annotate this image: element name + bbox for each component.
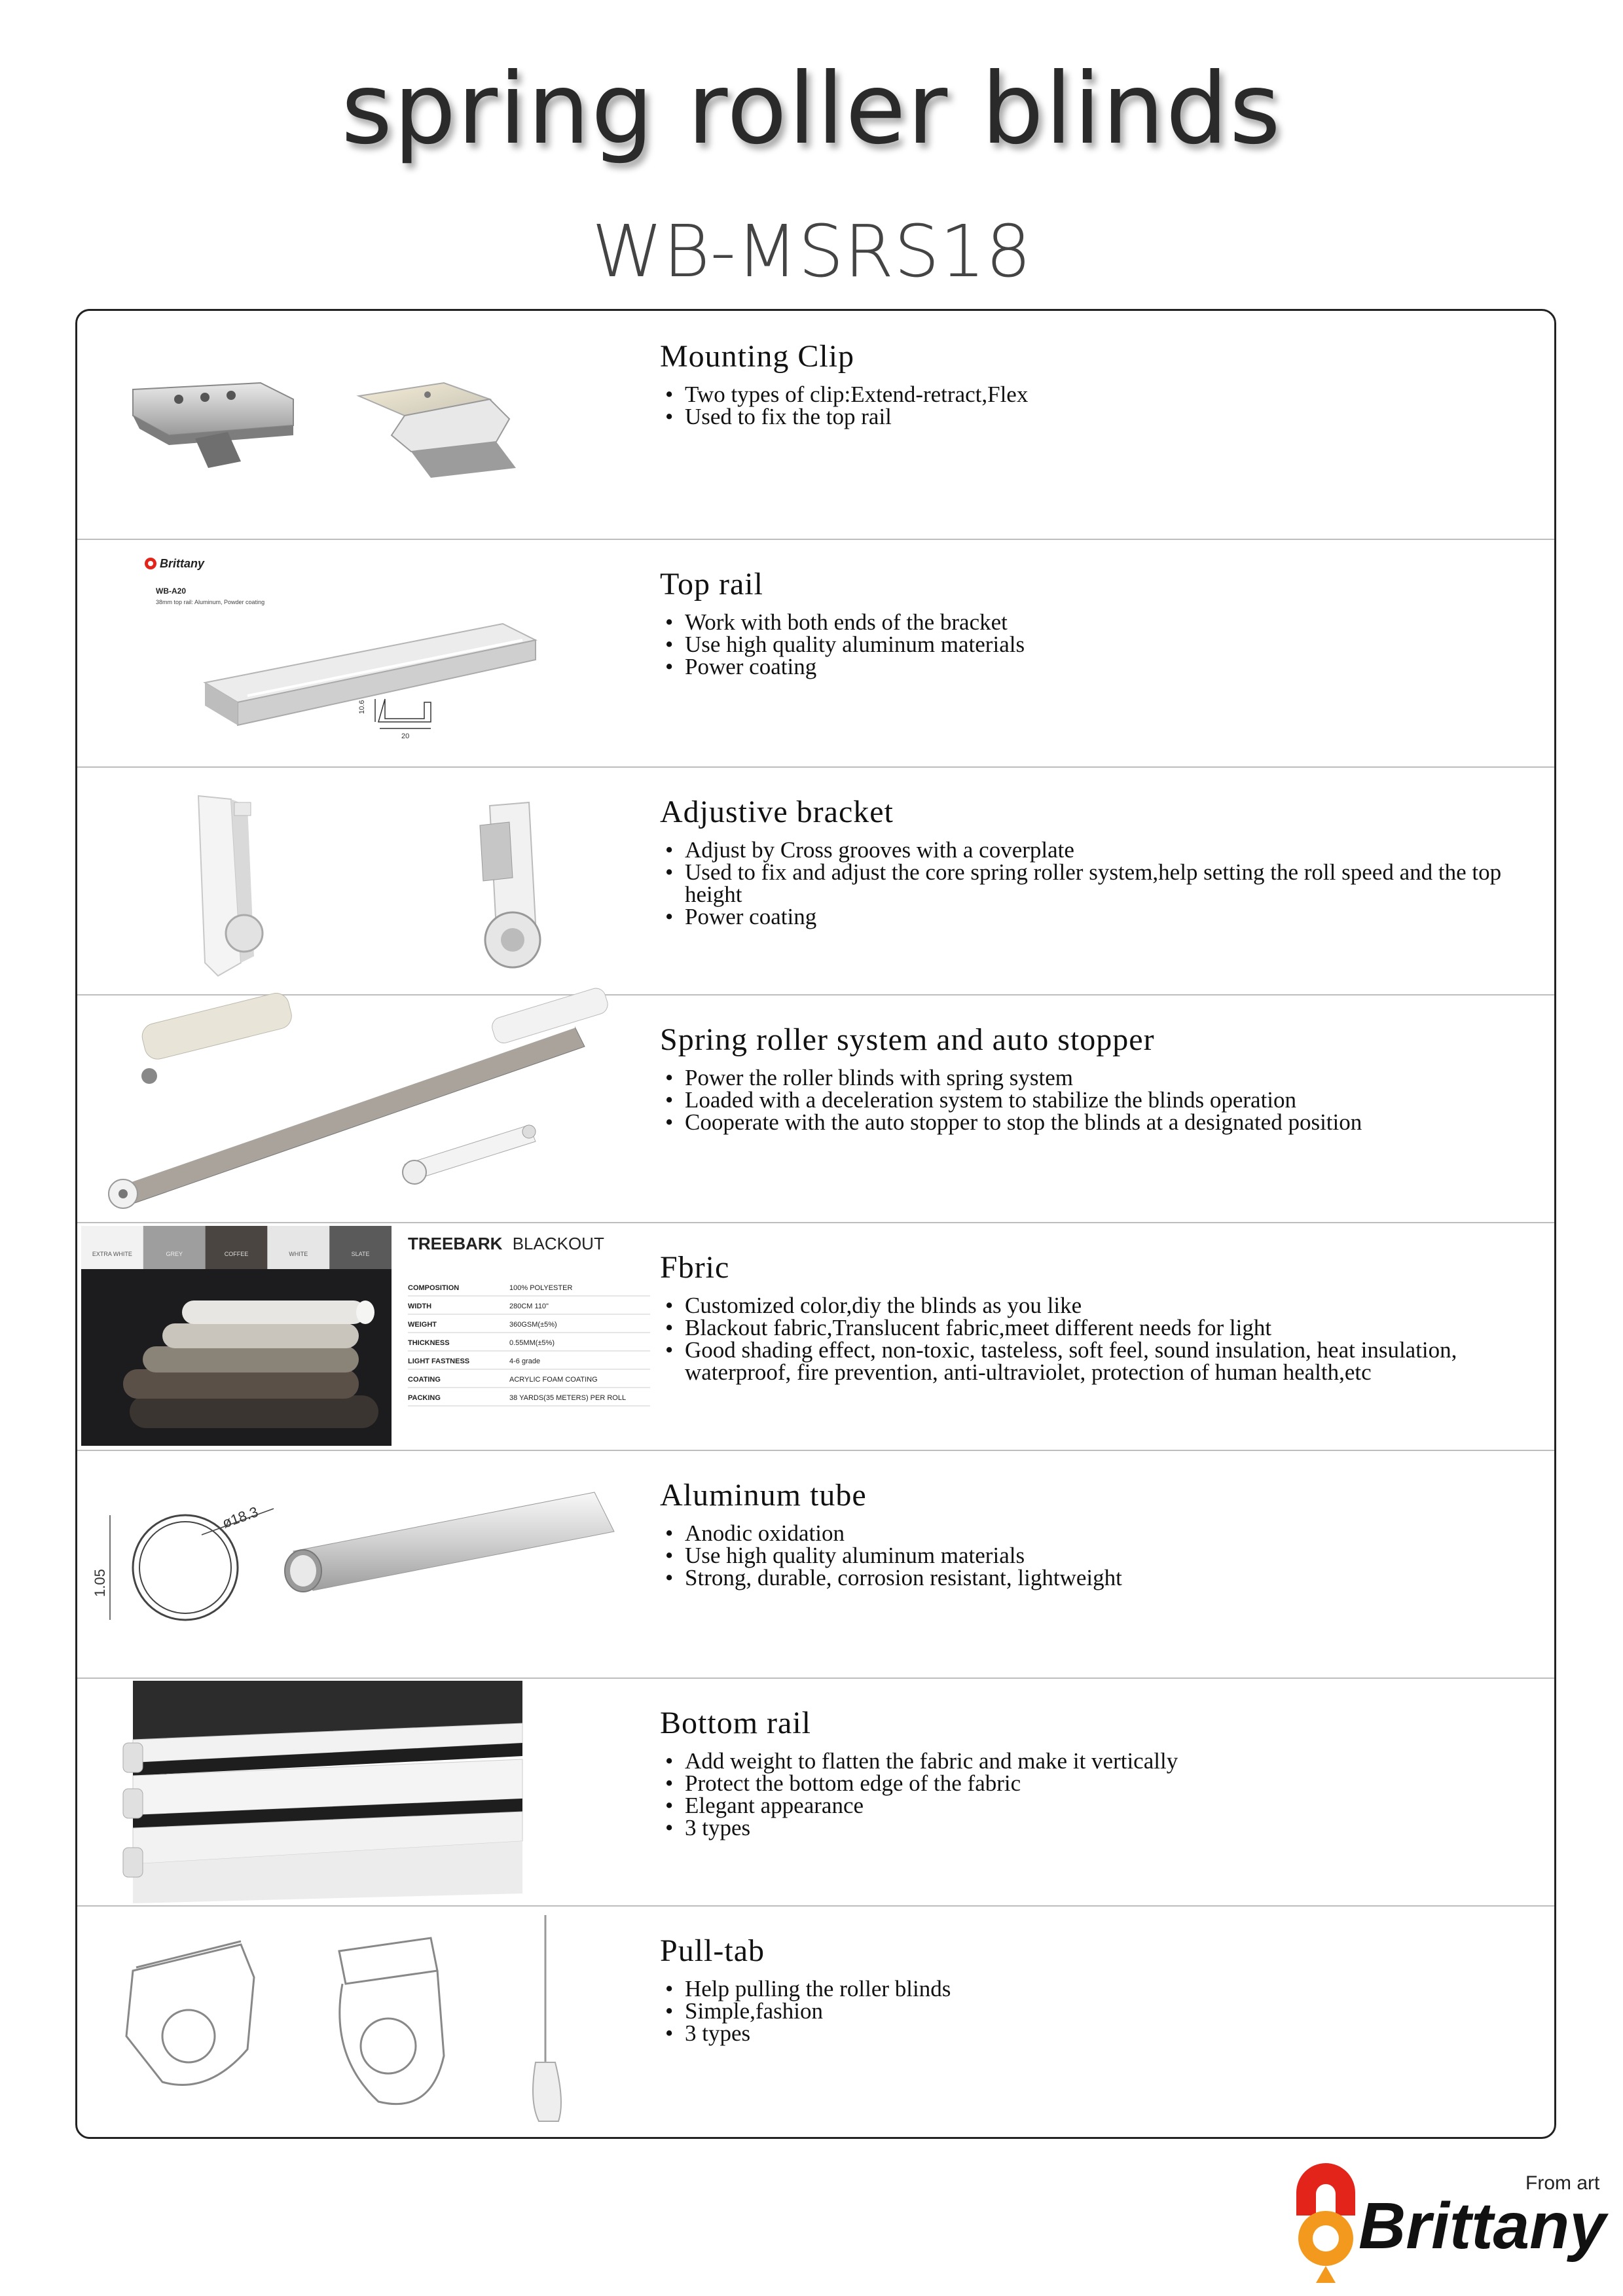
dim-thickness: 1.05 bbox=[92, 1569, 108, 1597]
bullet: • Elegant appearance bbox=[665, 1795, 1548, 1817]
spec-table bbox=[408, 1284, 650, 1406]
auto-stopper-unit-icon bbox=[139, 990, 294, 1084]
swatch-extra-white bbox=[81, 1226, 143, 1269]
spec-value: 100% POLYESTER bbox=[509, 1284, 573, 1292]
spec-value: 280CM 110" bbox=[509, 1302, 549, 1310]
page-title: spring roller blinds bbox=[341, 52, 1282, 166]
bullet-list bbox=[660, 611, 1548, 678]
spec-key: LIGHT FASTNESS bbox=[408, 1357, 470, 1365]
spec-value: 0.55MM(±5%) bbox=[509, 1339, 555, 1347]
bullet: • Anodic oxidation bbox=[665, 1522, 1548, 1545]
bullet: • 3 types bbox=[665, 1817, 1548, 1839]
top-rail-profile-icon bbox=[205, 624, 536, 725]
bullet-list bbox=[660, 1978, 1548, 2045]
bullet: • Strong, durable, corrosion resistant, lightweight bbox=[665, 1567, 1548, 1589]
bullet: • Power coating bbox=[665, 656, 1548, 678]
bullet: • Used to fix the top rail bbox=[665, 406, 1548, 428]
section-title: Adjustive bracket bbox=[660, 795, 894, 829]
mounting-clip-image bbox=[77, 311, 653, 539]
section-spring-roller bbox=[77, 994, 1554, 1223]
extend-retract-clip-icon bbox=[133, 383, 293, 468]
section-top-rail bbox=[77, 539, 1554, 768]
bullet: • Loaded with a deceleration system to stabilize the blinds operation bbox=[665, 1089, 1548, 1111]
flex-clip-icon bbox=[359, 383, 516, 478]
bullet-list bbox=[660, 1067, 1548, 1134]
bullet: • 3 types bbox=[665, 2022, 1548, 2045]
section-title: Fbric bbox=[660, 1250, 730, 1285]
dim-width: 20 bbox=[401, 732, 410, 740]
spec-key: COATING bbox=[408, 1376, 441, 1384]
dim-diameter: ø18.3 bbox=[220, 1503, 261, 1532]
bullet: • Protect the bottom edge of the fabric bbox=[665, 1772, 1548, 1795]
swatch-coffee bbox=[206, 1226, 268, 1269]
swatch-label: SLATE bbox=[351, 1251, 370, 1257]
bullet: • Add weight to flatten the fabric and make it vertically bbox=[665, 1750, 1548, 1772]
brand-label: Brittany bbox=[160, 557, 205, 570]
pull-tab-clear-icon bbox=[126, 1941, 254, 2085]
bullet-list bbox=[660, 1522, 1548, 1589]
bullet: • Power the roller blinds with spring system bbox=[665, 1067, 1548, 1089]
product-code: WB-A20 bbox=[156, 586, 187, 596]
model-number: WB-MSRS18 bbox=[591, 209, 1032, 293]
bottom-rail-stack-icon bbox=[123, 1681, 522, 1903]
spec-key: WEIGHT bbox=[408, 1321, 437, 1329]
section-pull-tab bbox=[77, 1905, 1554, 2133]
bullet: • Two types of clip:Extend-retract,Flex bbox=[665, 384, 1548, 406]
svg-text:TREEBARK BLACKOUT bbox=[408, 1234, 604, 1253]
section-title: Aluminum tube bbox=[660, 1478, 867, 1513]
dimension-drawing bbox=[375, 699, 431, 728]
tube-cross-section-icon bbox=[110, 1509, 274, 1620]
bullet-list bbox=[660, 839, 1548, 928]
section-bottom-rail bbox=[77, 1677, 1554, 1907]
logo-tagline: From art bbox=[1525, 2172, 1600, 2194]
bullet-list bbox=[660, 1750, 1548, 1839]
product-caption: 38mm top rail: Aluminum, Powder coating bbox=[156, 599, 265, 605]
section-aluminum-tube bbox=[77, 1450, 1554, 1679]
brittany-logo bbox=[1277, 2153, 1606, 2284]
spec-value: 360GSM(±5%) bbox=[509, 1321, 557, 1329]
logo-brand: Brittany bbox=[1359, 2189, 1606, 2263]
swatch-grey bbox=[143, 1226, 206, 1269]
spec-key: WIDTH bbox=[408, 1302, 432, 1310]
spec-key: THICKNESS bbox=[408, 1339, 450, 1347]
bullet: • Use high quality aluminum materials bbox=[665, 1545, 1548, 1567]
spec-value: 38 YARDS(35 METERS) PER ROLL bbox=[509, 1394, 627, 1402]
swatch-label: WHITE bbox=[289, 1251, 308, 1257]
spec-panel bbox=[75, 309, 1556, 2139]
section-title: Spring roller system and auto stopper bbox=[660, 1022, 1155, 1057]
swatch-white bbox=[267, 1226, 329, 1269]
bullet: • Help pulling the roller blinds bbox=[665, 1978, 1548, 2000]
section-title: Pull-tab bbox=[660, 1933, 765, 1968]
swatch-label: EXTRA WHITE bbox=[92, 1251, 132, 1257]
bullet-list bbox=[660, 384, 1548, 428]
fabric-name-light: BLACKOUT bbox=[512, 1234, 604, 1253]
bullet: • Blackout fabric,Translucent fabric,meet different needs for light bbox=[665, 1317, 1548, 1339]
bracket-back-icon bbox=[480, 802, 540, 967]
section-adjustive-bracket bbox=[77, 766, 1554, 996]
pull-tab-ring-icon bbox=[339, 1938, 444, 2104]
bullet-list bbox=[660, 1295, 1548, 1384]
spring-roller-image bbox=[77, 994, 653, 1222]
bullet: • Use high quality aluminum materials bbox=[665, 634, 1548, 656]
spec-key: COMPOSITION bbox=[408, 1284, 460, 1292]
fabric-name-bold: TREEBARK bbox=[408, 1234, 503, 1253]
bullet: • Customized color,diy the blinds as you like bbox=[665, 1295, 1548, 1317]
spec-value: 4-6 grade bbox=[509, 1357, 541, 1365]
swatch-label: COFFEE bbox=[224, 1251, 249, 1257]
section-title: Bottom rail bbox=[660, 1706, 811, 1740]
bullet: • Adjust by Cross grooves with a coverplate bbox=[665, 839, 1548, 861]
spec-value: ACRYLIC FOAM COATING bbox=[509, 1376, 598, 1384]
brittany-logo-icon bbox=[1296, 2163, 1355, 2283]
adjustive-bracket-image bbox=[77, 766, 653, 994]
dim-height: 10.6 bbox=[358, 700, 366, 714]
section-fabric bbox=[77, 1222, 1554, 1451]
top-rail-image bbox=[77, 539, 653, 766]
bullet: • Power coating bbox=[665, 906, 1548, 928]
aluminum-tube-image bbox=[77, 1450, 653, 1677]
auto-stopper-icon bbox=[403, 1125, 536, 1184]
section-mounting-clip bbox=[77, 311, 1554, 540]
bracket-front-icon bbox=[198, 796, 263, 976]
section-title: Mounting Clip bbox=[660, 339, 855, 374]
pull-cord-icon bbox=[533, 1915, 561, 2121]
spec-key: PACKING bbox=[408, 1394, 441, 1402]
aluminum-tube-icon bbox=[285, 1492, 614, 1592]
swatch-slate bbox=[329, 1226, 392, 1269]
section-title: Top rail bbox=[660, 567, 763, 601]
bullet: • Used to fix and adjust the core spring roller system,help setting the roll speed and the top height bbox=[665, 861, 1548, 906]
pull-tab-image bbox=[77, 1905, 653, 2133]
bottom-rail-image bbox=[77, 1677, 653, 1905]
bullet: • Cooperate with the auto stopper to stop the blinds at a designated position bbox=[665, 1111, 1548, 1134]
bullet: • Simple,fashion bbox=[665, 2000, 1548, 2022]
bullet: • Good shading effect, non-toxic, tasteless, soft feel, sound insulation, heat insulation, waterproof, fire prevention, anti-ultraviolet, protection of human health,etc bbox=[665, 1339, 1548, 1384]
swatch-row bbox=[81, 1226, 392, 1269]
fabric-image bbox=[77, 1222, 653, 1450]
bullet: • Work with both ends of the bracket bbox=[665, 611, 1548, 634]
brittany-mini-logo-icon bbox=[145, 558, 156, 569]
swatch-label: GREY bbox=[166, 1251, 183, 1257]
